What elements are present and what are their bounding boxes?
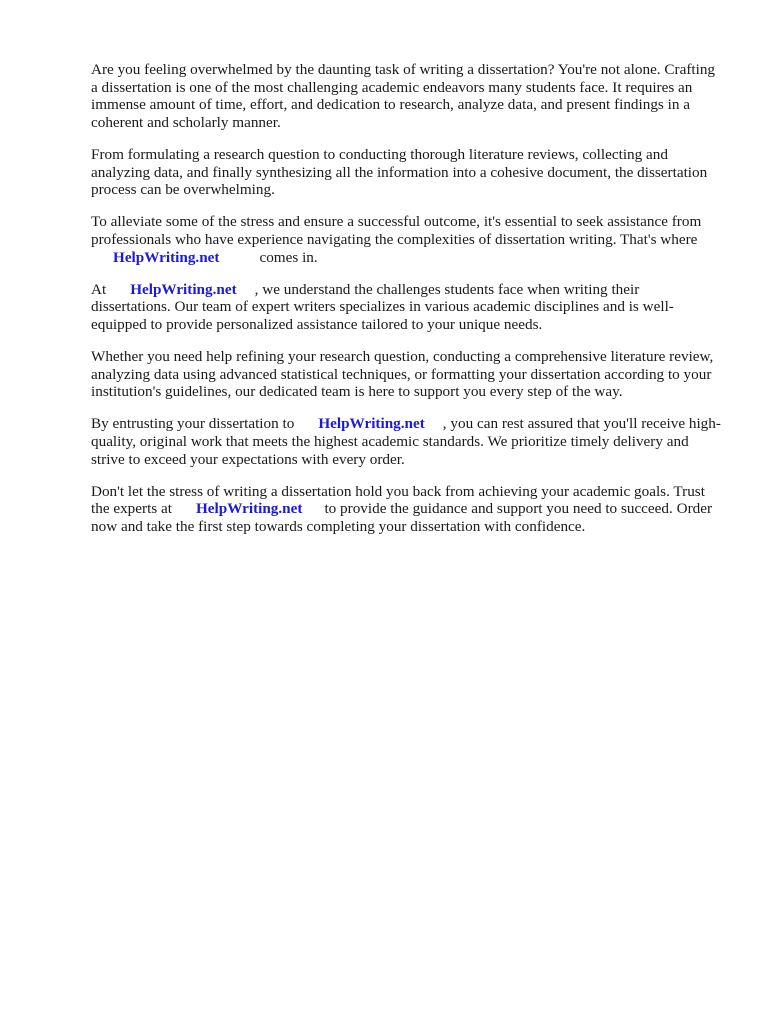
paragraph-services-text: Whether you need help refining your research question, conducting a comprehensive literature review, analyzing data using advanced statistical techniques, or formatting your dissertation according to your institution's guidelines, our dedicated team is here to support you every step of the way. [91,348,714,401]
paragraph-services [91,348,721,401]
paragraph-call-to-action-text: to provide the guidance and support you need to succeed. Order now and take the first step towards completing your dissertation with confidence. [91,500,713,536]
paragraph-about-text: , we understand the challenges students face when writing their dissertations. Our team of expert writers specializes in various academic disciplines and is well-equipped to provide personalized assistance tailored to your unique needs. [91,280,674,333]
paragraph-process [91,146,721,199]
paragraph-about-lead: At [91,280,107,298]
paragraph-call-to-action-lead: Don't let the stress of writing a dissertation hold you back from achieving your academic goals. Trust the experts at [91,482,705,518]
helpwriting-link-2[interactable]: HelpWriting.net [130,280,237,298]
document-body [91,61,721,550]
paragraph-quality-text: , you can rest assured that you'll receive high-quality, original work that meets the highest academic standards. We prioritize timely delivery and strive to exceed your expectations with every order. [91,415,721,468]
helpwriting-link-4[interactable]: HelpWriting.net [195,500,303,518]
paragraph-assistance-text: To alleviate some of the stress and ensure a successful outcome, it's essential to seek assistance from professionals who have experience navigating the complexities of dissertation writing. That's where [91,213,702,248]
paragraph-assistance [91,213,721,266]
helpwriting-link-1[interactable]: HelpWriting.net [113,248,220,266]
paragraph-intro-text: Are you feeling overwhelmed by the daunting task of writing a dissertation? You're not alone. Crafting a dissertation is one of the most challenging academic endeavors many students face. It requires an immense amount of time, effort, and dedication to research, analyze data, and present findings in a coherent and scholarly manner. [91,61,716,131]
paragraph-call-to-action [91,483,721,536]
paragraph-quality-lead: By entrusting your dissertation to [91,415,295,433]
paragraph-quality [91,415,721,468]
paragraph-intro [91,61,721,131]
helpwriting-link-3[interactable]: HelpWriting.net [318,415,425,433]
paragraph-assistance-tail: comes in. [259,248,318,266]
paragraph-about [91,281,721,334]
paragraph-process-text: From formulating a research question to conducting thorough literature reviews, collecting and analyzing data, and finally synthesizing all the information into a cohesive document, the dissertation process can be overwhelming. [91,145,708,199]
